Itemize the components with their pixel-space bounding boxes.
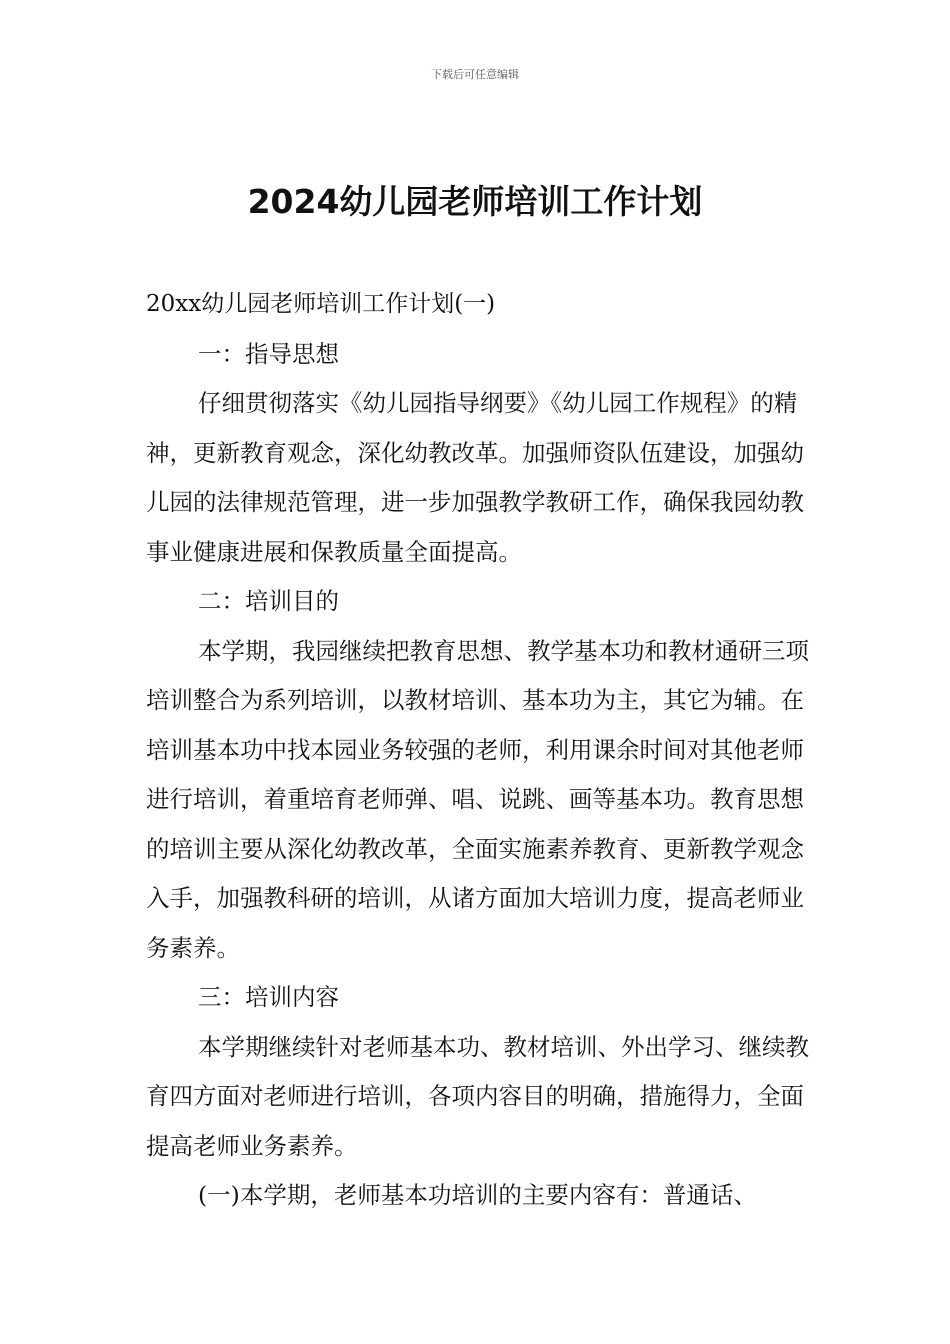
paragraph-training-purpose: 本学期，我园继续把教育思想、教学基本功和教材通研三项培训整合为系列培训，以教材培训、基本功为主，其它为辅。在培训基本功中找本园业务较强的老师，利用课余时间对其他老师进行培训，着重培育老师弹、唱、说跳、画等基本功。教育思想的培训主要从深化幼教改革，全面实施素养教育、更新教学观念入手，加强教科研的培训，从诸方面加大培训力度，提高老师业务素养。 (146, 636, 809, 962)
paragraph-guiding-thought: 仔细贯彻落实《幼儿园指导纲要》《幼儿园工作规程》的精神，更新教育观念，深化幼教改革。加强师资队伍建设，加强幼儿园的法律规范管理，进一步加强教学教研工作，确保我园幼教事业健康进展和保教质量全面提高。 (146, 389, 804, 566)
section-heading-training-purpose: 二：培训目的 (198, 587, 339, 615)
document-body (146, 280, 826, 1221)
header-note: 下载后可任意编辑 (431, 68, 519, 81)
section-heading-training-content: 三：培训内容 (198, 983, 339, 1011)
document-subtitle: 20xx幼儿园老师培训工作计划(一) (146, 291, 496, 317)
paragraph-training-content: 本学期继续针对老师基本功、教材培训、外出学习、继续教育四方面对老师进行培训，各项内容目的明确，措施得力，全面提高老师业务素养。 (146, 1032, 809, 1160)
section-heading-guiding-thought: 一：指导思想 (198, 339, 339, 368)
paragraph-basic-skills: (一)本学期，老师基本功培训的主要内容有：普通话、 (198, 1181, 757, 1209)
document-title: 2024幼儿园老师培训工作计划 (247, 182, 703, 221)
